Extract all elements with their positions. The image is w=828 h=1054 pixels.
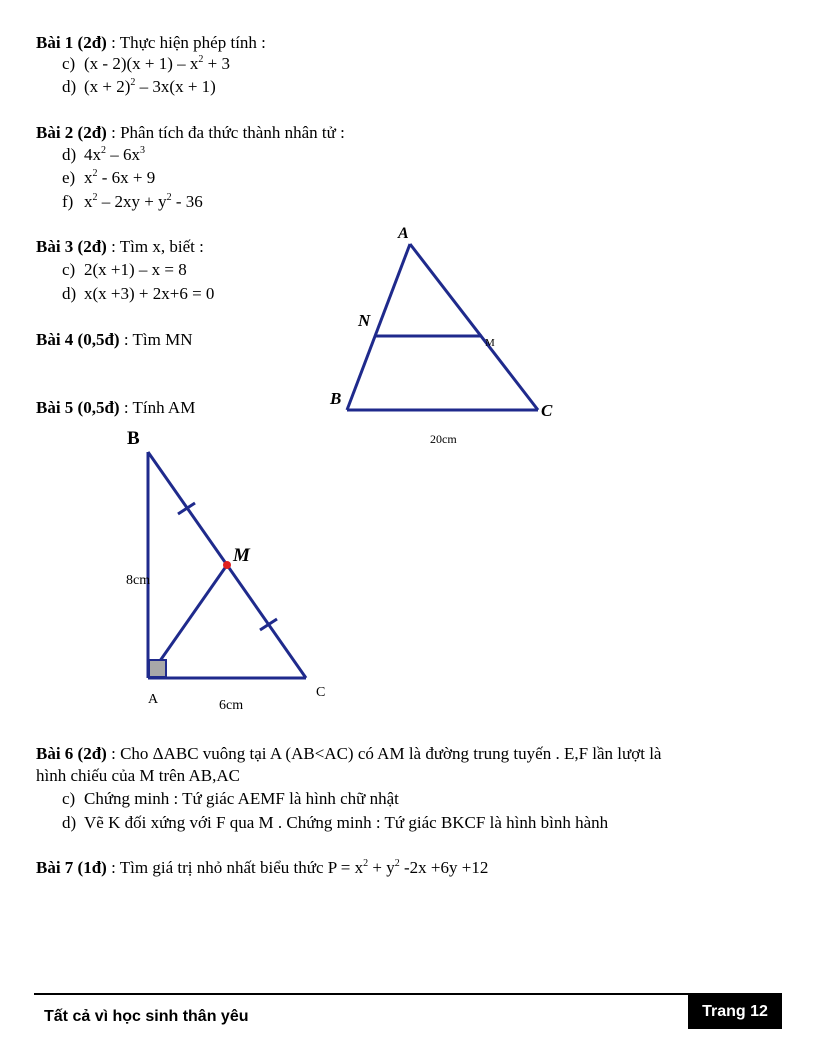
- expr: + y: [368, 858, 395, 877]
- b1-desc: : Thực hiện phép tính :: [106, 33, 266, 52]
- expr: – 2xy + y: [97, 192, 167, 211]
- b2-title: Bài 2 (2đ): [36, 123, 107, 142]
- expr: - 6x + 9: [97, 168, 156, 187]
- b4-desc: : Tìm MN: [119, 330, 193, 349]
- segment-ab: [347, 244, 410, 410]
- expr: - 36: [171, 192, 203, 211]
- expr: 2(x +1) – x = 8: [84, 260, 187, 279]
- b2-desc: : Phân tích đa thức thành nhân tử :: [106, 123, 345, 142]
- exponent: 2: [130, 77, 136, 88]
- item-label: c): [62, 789, 76, 808]
- footer-slogan: Tất cả vì học sinh thân yêu: [44, 1008, 249, 1025]
- expr: -2x +6y +12: [399, 858, 489, 877]
- item-label: f): [62, 192, 74, 211]
- fig2-label-m: M: [233, 545, 250, 566]
- midpoint-m-dot: [223, 561, 231, 569]
- b7-title: Bài 7 (1đ): [36, 858, 107, 877]
- fig2-label-c: C: [316, 685, 326, 700]
- fig1-label-bc-length: 20cm: [430, 432, 457, 446]
- exponent: 2: [394, 858, 400, 869]
- b5-title: Bài 5 (0,5đ): [36, 398, 120, 417]
- item-label: c): [62, 54, 76, 73]
- item-label: d): [62, 145, 77, 164]
- b7-heading: [36, 858, 488, 878]
- b6-desc-line1: : Cho ΔABC vuông tại A (AB<AC) có AM là đường trung tuyến . E,F lần lượt là: [106, 744, 662, 763]
- exponent: 2: [166, 192, 172, 203]
- exponent: 2: [363, 858, 369, 869]
- item-label: d): [62, 284, 77, 303]
- item-text: Vẽ K đối xứng với F qua M . Chứng minh : Tứ giác BKCF là hình bình hành: [84, 813, 609, 832]
- b6-item-c: [62, 789, 399, 809]
- expr: x(x +3) + 2x+6 = 0: [84, 284, 215, 303]
- item-label: e): [62, 168, 76, 187]
- exponent: 3: [140, 145, 145, 156]
- expr: + 3: [203, 54, 230, 73]
- item-label: d): [62, 813, 77, 832]
- fig1-label-m: M: [485, 337, 495, 349]
- item-label: d): [62, 77, 77, 96]
- item-text: Chứng minh : Tứ giác AEMF là hình chữ nhật: [84, 789, 399, 808]
- b6-title: Bài 6 (2đ): [36, 744, 107, 763]
- b1-title: Bài 1 (2đ): [36, 33, 107, 52]
- item-label: c): [62, 260, 76, 279]
- b6-desc-line2: hình chiếu của M trên AB,AC: [36, 766, 240, 785]
- b3-title: Bài 3 (2đ): [36, 237, 107, 256]
- fig1-label-n: N: [358, 311, 371, 330]
- exponent: 2: [198, 54, 204, 65]
- expr: – 6x: [106, 145, 140, 164]
- expr: (x - 2)(x + 1) – x: [84, 54, 199, 73]
- b6-heading: [36, 744, 661, 764]
- expr: x: [84, 192, 93, 211]
- right-angle-marker: [149, 660, 166, 677]
- expr: x: [84, 168, 93, 187]
- fig2-label-a: A: [148, 692, 159, 707]
- b3-desc: : Tìm x, biết :: [106, 237, 204, 256]
- b6-item-d: [62, 813, 608, 833]
- expr: – 3x(x + 1): [135, 77, 216, 96]
- fig2-label-b: B: [127, 428, 140, 449]
- figure-triangle-abc: [347, 244, 538, 410]
- fig2-label-ab-length: 8cm: [126, 573, 151, 588]
- expr: 4x: [84, 145, 101, 164]
- fig1-label-c: C: [541, 401, 553, 420]
- tick-mark-mc: [260, 619, 277, 630]
- footer-divider: [34, 993, 782, 995]
- fig1-label-b: B: [330, 389, 342, 408]
- expr: : Tìm giá trị nhỏ nhất biểu thức P = x: [106, 858, 364, 877]
- exponent: 2: [92, 192, 98, 203]
- b4-title: Bài 4 (0,5đ): [36, 330, 120, 349]
- fig2-label-ac-length: 6cm: [219, 698, 244, 713]
- page-number-badge: Trang 12: [688, 995, 782, 1029]
- exponent: 2: [101, 145, 106, 156]
- exponent: 2: [92, 168, 98, 179]
- fig1-label-a: A: [398, 225, 409, 242]
- b5-desc: : Tính AM: [119, 398, 196, 417]
- expr: (x + 2): [84, 77, 131, 96]
- segment-ac: [410, 244, 538, 410]
